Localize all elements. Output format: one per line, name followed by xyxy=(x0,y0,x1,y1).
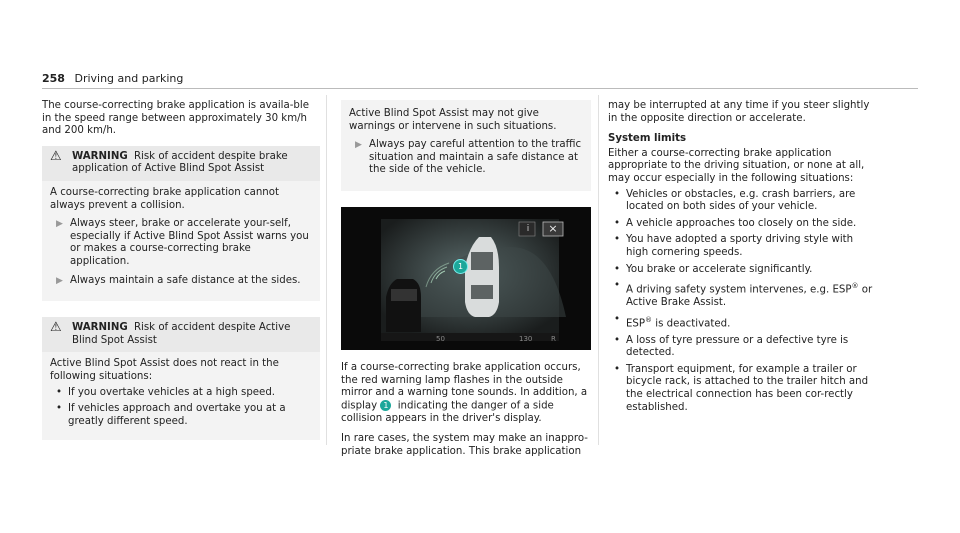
gear-indicator: R xyxy=(551,334,556,343)
list-item: ▶ Always steer, brake or accelerate your-self, especially if Active Blind Spot Assist warns you or makes a course-correcting brake application. xyxy=(56,218,309,267)
warning-text: A course-correcting brake application cannot always prevent a collision. xyxy=(50,186,279,211)
paragraph: In rare cases, the system may make an inappro-priate brake application. This brake application xyxy=(341,433,588,458)
warning-title: Risk of accident despite Active Blind Spot Assist xyxy=(72,322,291,346)
warning-label: WARNING xyxy=(72,150,128,162)
warning-triangle-icon: ⚠ xyxy=(50,320,62,336)
arrow-right-icon: ▶ xyxy=(56,275,63,286)
intro-paragraph: The course-correcting brake application is availa-ble in the speed range between approximately 30 km/h and 200 km/h. xyxy=(42,100,309,137)
warning-box xyxy=(42,317,320,440)
list-item: • Transport equipment, for example a trailer or bicycle rack, is attached to the trailer hitch and the electrical connection has been cor-rectly established. xyxy=(614,363,869,413)
warning-body xyxy=(42,352,320,440)
list-item: • A driving safety system intervenes, e.g. ESP® or Active Brake Assist. xyxy=(614,280,873,309)
list-item: • You have adopted a sporty driving style with high cornering speeds. xyxy=(614,234,854,258)
page-header xyxy=(42,72,183,85)
list-item: • You brake or accelerate significantly. xyxy=(614,263,813,275)
info-icon: i xyxy=(526,223,530,234)
warning-text: Active Blind Spot Assist does not react in the following situations: xyxy=(50,358,279,382)
column-2 xyxy=(341,100,591,467)
warning-header xyxy=(42,146,320,181)
arrow-right-icon: ▶ xyxy=(56,219,63,230)
list-item: • If vehicles approach and overtake you at a greatly different speed. xyxy=(56,403,286,427)
note-box xyxy=(341,100,591,191)
paragraph: Either a course-correcting brake application appropriate to the driving situation, or none at all, may occur especially in the following situations: xyxy=(608,147,865,184)
callout-marker-1: 1 xyxy=(380,400,391,411)
warning-label: WARNING xyxy=(72,322,128,334)
bullet-list xyxy=(50,387,312,429)
list-item: • If you overtake vehicles at a high speed. xyxy=(56,386,276,398)
list-item: • A loss of tyre pressure or a defective tyre is detected. xyxy=(614,334,849,359)
warning-body xyxy=(42,181,320,301)
display-illustration xyxy=(341,207,591,350)
warning-box xyxy=(42,146,320,301)
list-item: • Vehicles or obstacles, e.g. crash barriers, are located on both sides of your vehicle. xyxy=(614,188,856,213)
close-icon: × xyxy=(548,221,558,235)
column-divider xyxy=(326,95,327,445)
paragraph: If a course-correcting brake application occurs, the red warning lamp flashes in the outside mirror and a warning tone sounds. In addition, a display 1 indicating the danger of a side collision appears in the driver's display. xyxy=(341,361,588,424)
column-1 xyxy=(42,100,320,440)
callout-marker-1: 1 xyxy=(453,259,468,274)
page-number: 258 xyxy=(42,72,65,85)
speed-scale-right: 130 xyxy=(519,334,533,343)
speed-scale-left: 50 xyxy=(436,334,445,343)
warning-header xyxy=(42,317,320,352)
column-3 xyxy=(608,100,878,418)
warning-title: Risk of accident despite brake application of Active Blind Spot Assist xyxy=(72,150,288,175)
section-title: Driving and parking xyxy=(74,72,184,85)
warning-triangle-icon: ⚠ xyxy=(50,148,62,164)
header-rule xyxy=(42,88,918,89)
section-heading: System limits xyxy=(608,133,687,145)
column-divider xyxy=(598,95,599,445)
bullet-list xyxy=(608,189,878,415)
list-item: • A vehicle approaches too closely on the side. xyxy=(614,217,857,229)
paragraph: may be interrupted at any time if you steer slightly in the opposite direction or accelerate. xyxy=(608,100,870,124)
arrow-right-icon: ▶ xyxy=(355,140,362,151)
note-text: Active Blind Spot Assist may not give warnings or intervene in such situations. xyxy=(349,108,557,132)
list-item: • ESP® is deactivated. xyxy=(614,313,731,330)
list-item: ▶ Always maintain a safe distance at the sides. xyxy=(56,274,301,286)
list-item: ▶ Always pay careful attention to the traffic situation and maintain a safe distance at the side of the vehicle. xyxy=(355,139,582,176)
